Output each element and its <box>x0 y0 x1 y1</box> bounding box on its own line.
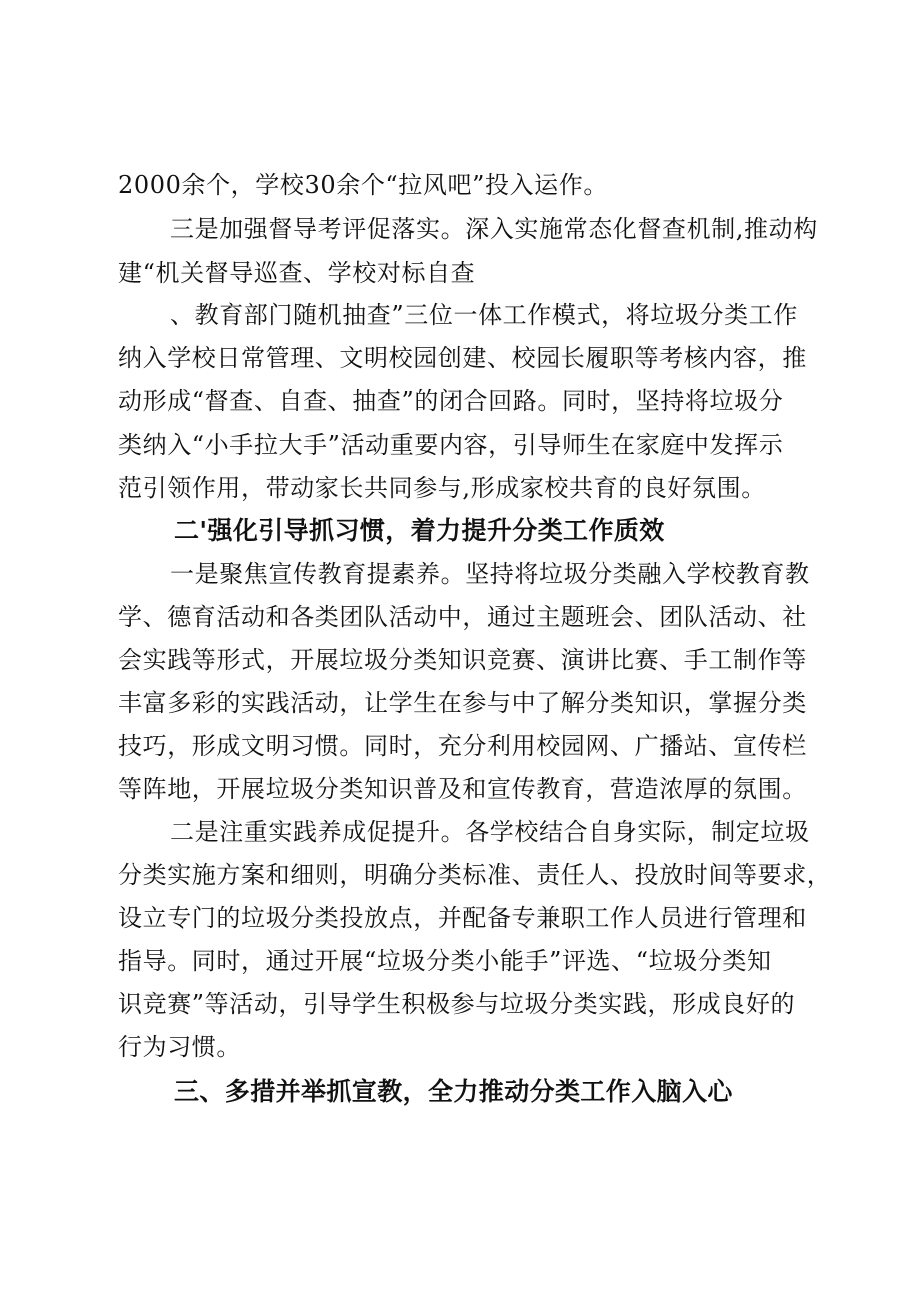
body-line: 丰富多彩的实践活动，让学生在参与中了解分类知识，掌握分类 <box>118 689 807 717</box>
body-line: 纳入学校日常管理、文明校园创建、校园长履职等考核内容，推 <box>118 344 807 372</box>
body-line: 行为习惯。 <box>118 1033 241 1061</box>
body-line: 分类实施方案和细则，明确分类标准、责任人、投放时间等要求， <box>118 861 832 889</box>
body-line: 等阵地，开展垃圾分类知识普及和宣传教育，营造浓厚的氛围。 <box>118 775 807 803</box>
body-line: 建“机关督导巡查、学校对标自查 <box>118 259 476 287</box>
body-line: 指导。同时，通过开展“垃圾分类小能手”评选、“垃圾分类知 <box>118 947 772 975</box>
body-line: 范引领作用，带动家长共同参与,形成家校共育的良好氛围。 <box>118 474 766 502</box>
section-heading: 三、多措并举抓宣教，全力推动分类工作入脑入心 <box>174 1077 733 1106</box>
body-line: 识竞赛”等活动，引导学生积极参与垃圾分类实践，形成良好的 <box>118 990 796 1018</box>
body-line: 一是聚焦宣传教育提素养。坚持将垃圾分类融入学校教育教 <box>170 560 810 588</box>
body-line: 二是注重实践养成促提升。各学校结合自身实际，制定垃圾 <box>170 818 810 846</box>
section-heading: 二'强化引导抓习惯，着力提升分类工作质效 <box>174 516 665 545</box>
body-line: 、教育部门随机抽查”三位一体工作模式，将垃圾分类工作 <box>170 301 798 329</box>
body-line: 学、德育活动和各类团队活动中，通过主题班会、团队活动、社 <box>118 603 807 631</box>
body-line: 设立专门的垃圾分类投放点，并配备专兼职工作人员进行管理和 <box>118 904 807 932</box>
body-line: 2000余个，学校30余个“拉风吧”投入运作。 <box>118 171 608 199</box>
body-line: 动形成“督查、自查、抽查”的闭合回路。同时，坚持将垃圾分 <box>118 387 784 415</box>
body-line: 技巧，形成文明习惯。同时，充分利用校园网、广播站、宣传栏 <box>118 732 807 760</box>
body-line: 三是加强督导考评促落实。深入实施常态化督查机制,推动构 <box>170 215 818 243</box>
body-line: 会实践等形式，开展垃圾分类知识竞赛、演讲比赛、手工制作等 <box>118 646 807 674</box>
body-line: 类纳入“小手拉大手”活动重要内容，引导师生在家庭中发挥示 <box>118 431 784 459</box>
